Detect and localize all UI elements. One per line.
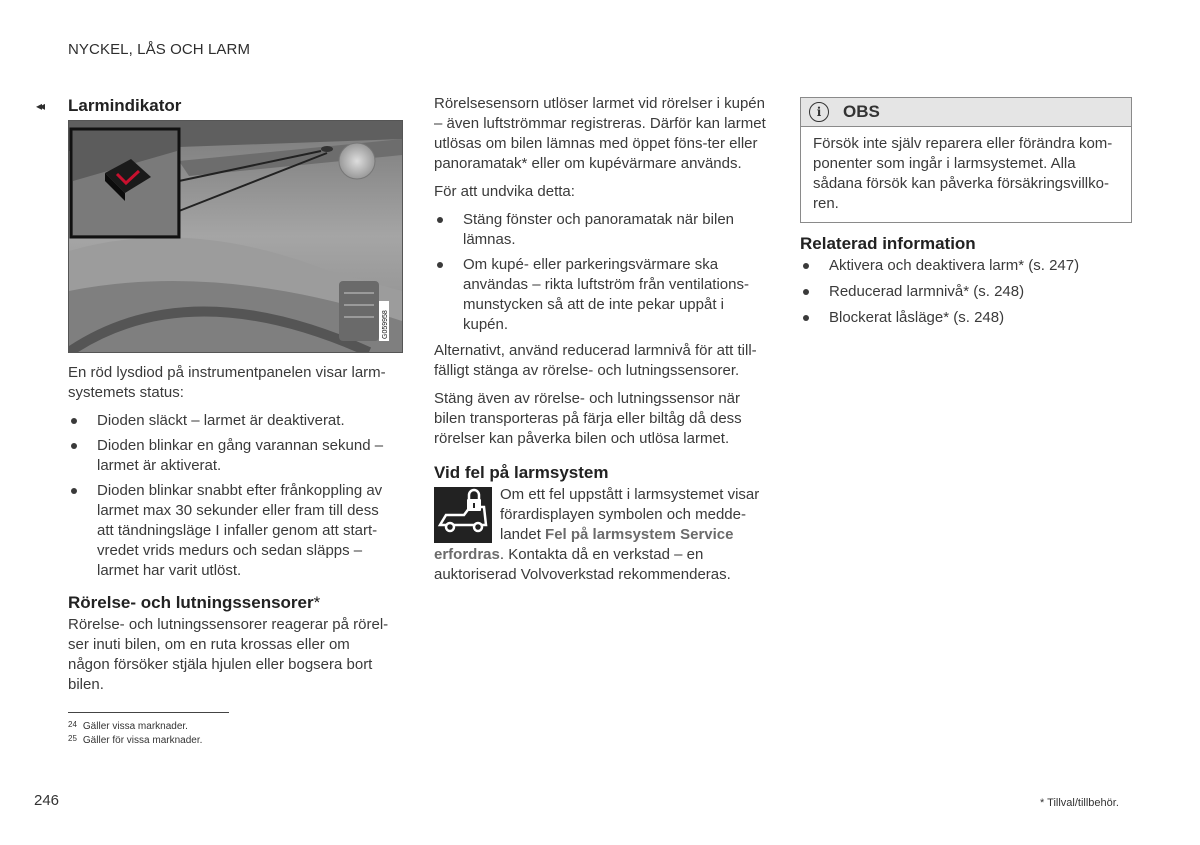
- motion-sensor-text: Rörelsesensorn utlöser larmet vid rörelser i kupén – även luftströmmar registreras. Därför kan larmet utlösas om bilen lämnas med öppet föns-ter eller panoramatak* eller om kupévärmare används.: [434, 95, 766, 172]
- note-text: Försök inte själv reparera eller förändra kom-ponenter som ingår i larmsystemet. Alla sådana försök kan påverka försäkringsvillko-ren.: [813, 135, 1113, 212]
- note-title: OBS: [843, 102, 880, 121]
- chapter-header: NYCKEL, LÅS OCH LARM: [68, 41, 251, 58]
- intro-text: En röd lysdiod på instrumentpanelen visar larm-systemets status:: [68, 364, 386, 401]
- left-column-body: [68, 363, 393, 703]
- related-info-list: [800, 256, 1132, 328]
- dashboard-figure: [68, 120, 403, 353]
- related-link-blocked-lock[interactable]: Blockerat låsläge* (s. 248): [800, 308, 1132, 328]
- list-item: Dioden släckt – larmet är deaktiverat.: [68, 411, 393, 431]
- footnote-text: Gäller för vissa marknader.: [82, 735, 203, 746]
- reduced-level-text: Alternativt, använd reducerad larmnivå för att till-fälligt stänga av rörelse- och lutningssensorer.: [434, 342, 757, 379]
- accessory-note: * Tillval/tillbehör.: [1040, 797, 1119, 809]
- list-item: Dioden blinkar snabbt efter frånkoppling av larmet max 30 sekunder eller fram till dess att tändningsläge I infaller genom att start-vredet vrids medurs och sedan släpps – larmet har varit utlöst.: [68, 481, 393, 581]
- alarm-fault-symbol-icon: [434, 487, 492, 543]
- transport-text: Stäng även av rörelse- och lutningssensor när bilen transporteras på färja eller biltåg då dess rörelser kan påverka bilen och utlösa larmet.: [434, 390, 742, 447]
- info-icon: i: [809, 102, 829, 122]
- footnote: [68, 732, 202, 747]
- footnote-divider: [68, 712, 229, 713]
- sensor-text: Rörelse- och lutningssensorer reagerar på rörel-ser inuti bilen, om en ruta krossas eller om någon försöker stjäla hjulen eller bogsera bort bilen.: [68, 616, 389, 693]
- list-item: Stäng fönster och panoramatak när bilen lämnas.: [434, 210, 768, 250]
- fault-section-title: Vid fel på larmsystem: [434, 463, 609, 482]
- fault-text-a: Om ett fel uppstått i larmsystemet visar förardisplayen symbolen och medde-landet: [500, 486, 760, 543]
- fault-text-b: . Kontakta då en verkstad – en auktoriserad Volvoverkstad rekommenderas.: [434, 546, 731, 583]
- list-item: Om kupé- eller parkeringsvärmare ska användas – rikta luftström från ventilations-munstycken så att de inte pekar uppåt i kupén.: [434, 255, 768, 335]
- footnote-number: 25: [68, 734, 77, 743]
- figure-code: G059958: [382, 310, 389, 339]
- note-box: [800, 97, 1132, 223]
- related-info-section: [800, 234, 1132, 334]
- sensor-section-title: [68, 593, 393, 613]
- left-column-header: [68, 96, 401, 116]
- back-arrows-icon[interactable]: ◂◂: [36, 99, 43, 113]
- dashboard-illustration: [69, 121, 402, 352]
- fault-message: Fel på larmsystem Service erfordras: [434, 526, 734, 563]
- page-number: 246: [34, 792, 60, 809]
- sensor-title-mark: *: [313, 593, 321, 612]
- avoid-list: [434, 210, 768, 335]
- note-header: [801, 98, 1131, 127]
- section-title-larmindikator: Larmindikator: [68, 96, 182, 115]
- footnote-number: 24: [68, 720, 77, 729]
- avoid-text: För att undvika detta:: [434, 183, 575, 200]
- fault-paragraph: [434, 485, 768, 585]
- list-item: Dioden blinkar en gång varannan sekund – larmet är aktiverat.: [68, 436, 393, 476]
- middle-column: [434, 94, 768, 585]
- led-status-list: [68, 411, 393, 581]
- sensor-title-text: Rörelse- och lutningssensorer: [68, 593, 314, 612]
- related-link-reduced-level[interactable]: Reducerad larmnivå* (s. 248): [800, 282, 1132, 302]
- footnote: [68, 718, 188, 733]
- related-link-activate-alarm[interactable]: Aktivera och deaktivera larm* (s. 247): [800, 256, 1132, 276]
- footnote-text: Gäller vissa marknader.: [82, 721, 188, 732]
- related-info-title: Relaterad information: [800, 234, 976, 253]
